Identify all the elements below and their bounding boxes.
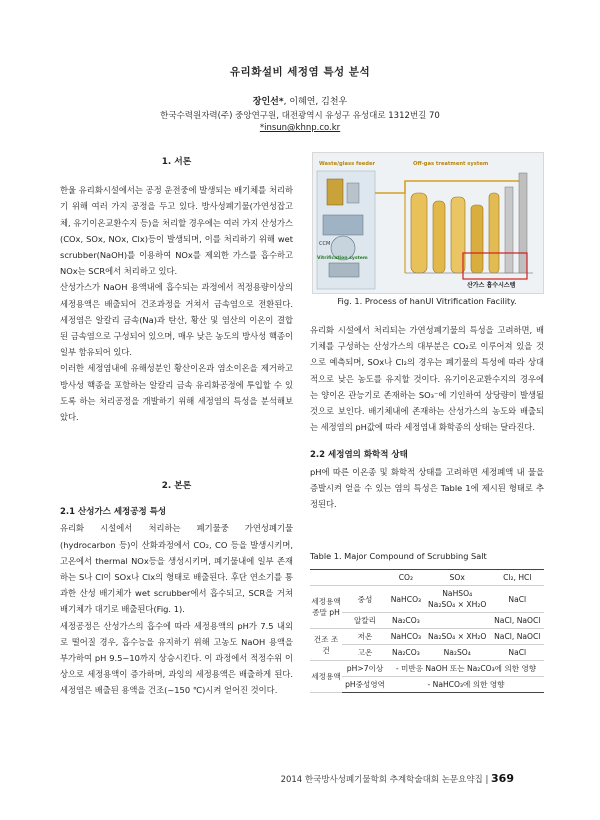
footer-text: 2014 한국방사성폐기물학회 추계학술대회 논문요약집 xyxy=(280,775,483,785)
section-heading-intro: 1. 서론 xyxy=(161,157,192,167)
header-sox: SOx xyxy=(424,570,491,586)
scrubbing-salt-table xyxy=(310,569,544,693)
cell: NaCl, NaOCl xyxy=(491,629,544,645)
subsection-heading-2-1: 2.1 산성가스 세정공정 특성 xyxy=(60,507,167,518)
intro-paragraph-2: 산성가스가 NaOH 용액내에 흡수되는 과정에서 적정용량이상의 세정용액은 배출되어 건조과정을 거쳐서 금속염으로 전환된다. 세정염은 알칼리 금속(Na)과 탄산, 황산 및 염산의 이온이 결합된 금속염으로 구성되어 있으며, 매우 낮은 농도의 방사성 핵종이 일부 함유되어 있다. xyxy=(60,282,293,358)
table-row xyxy=(310,645,544,661)
table-row xyxy=(310,661,544,677)
acid-gas-label: 산가스 흡수시스템 xyxy=(467,282,516,289)
co-authors: , 이혜연, 김천우 xyxy=(283,97,348,107)
right-paragraph-1: 유리화 시설에서 처리되는 가연성폐기물의 특성을 고려하면, 배기체를 구성하는 산성가스의 대부분은 CO₂로 이루어져 있을 것으로 예측되며, SOx나 Cl₂의 경우는 폐기물의 특성에 따라 상대적으로 낮은 농도를 유지할 것이다. 유기이온교환수지의 경우에는 양이온 관능기로 존재하는 SO₃⁻에 기인하여 상당량이 발생될 것으로 보인다. 배기체내에 존재하는 산성가스의 농도와 배출되는 세정염의 pH값에 따라 세정염내 화학종의 상태는 달라진다. xyxy=(310,325,544,433)
cell: Na₂CO₃ xyxy=(388,613,424,629)
right-column xyxy=(310,322,544,512)
offgas-label: Off-gas treatment system xyxy=(413,161,489,167)
ccm-label: CCM xyxy=(319,241,331,247)
feeder-label: Waste/glass feeder xyxy=(319,161,376,167)
right-paragraph-2: pH에 따른 이온종 및 화학적 상태를 고려하면 세정폐액 내 물을 증발시켜 얻을 수 있는 염의 특성은 Table 1에 제시된 형태로 추정된다. xyxy=(310,466,544,510)
cell xyxy=(424,613,491,629)
table-row xyxy=(310,677,544,693)
row-label-neutral: 중성 xyxy=(342,586,388,613)
subsection-heading-2-2: 2.2 세정염의 화학적 상태 xyxy=(310,450,408,461)
affiliation: 한국수력원자력(주) 중앙연구원, 대전광역시 유성구 유성대로 1312번길 70 xyxy=(160,111,440,121)
cell: Na₂SO₄ xyxy=(424,645,491,661)
left-column-body xyxy=(60,478,293,699)
cell: Na₂SO₄ × XH₂O xyxy=(424,629,491,645)
cell: NaCl xyxy=(491,586,544,613)
email-link[interactable]: *insun@khnp.co.kr xyxy=(259,123,341,133)
table-row xyxy=(310,613,544,629)
table-header-row xyxy=(310,570,544,586)
section-heading-body: 2. 본론 xyxy=(161,481,192,491)
cell: - NaHCO₃에 의한 영향 xyxy=(388,677,544,693)
cell: Na₂CO₃ xyxy=(388,645,424,661)
row-group-dry: 건조 조건 xyxy=(310,629,342,661)
row-label-phneutral: pH중성영역 xyxy=(342,677,388,693)
body-paragraph-1: 유리화 시설에서 처리하는 폐기물중 가연성폐기물(hydrocarbon 등)이 산화과정에서 CO₂, CO 등을 발생시키며, 고온에서 thermal NOx등을 생성시키며, 폐기물내에 일부 존재하는 S나 Cl이 SOx나 Clx의 형태로 배출된다. 후단 연소기를 통과한 산성 배기체가 wet scrubber에서 흡수되고, SCR을 거쳐 배기체가 대기로 배출된다(Fig. 1). xyxy=(60,523,293,615)
table-caption: Table 1. Major Compound of Scrubbing Salt xyxy=(310,551,487,561)
header-cl: Cl₂, HCl xyxy=(491,570,544,586)
intro-paragraph-3: 이러한 세정염내에 유해성분인 황산이온과 염소이온을 제거하고 방사성 핵종을 포함하는 알칼리 금속 유리화공정에 투입할 수 있도록 하는 처리공정을 개발하기 위해 세정염의 특성을 분석해보았다. xyxy=(60,363,293,423)
vitrification-label: Vitrification system xyxy=(317,256,368,261)
author-list xyxy=(0,94,600,107)
body-paragraph-2: 세정공정은 산성가스의 흡수에 따라 세정용액의 pH가 7.5 내외로 떨어질 경우, 흡수능을 유지하기 위해 고농도 NaOH 용액을 부가하여 pH 9.5~10까지 상승시킨다. 이 과정에서 적정수위 이상으로 세정용액이 증가하며, 과잉의 세정용액은 배출하게 된다. 세정염은 배출된 용액을 건조(~150 ℃)시켜 얻어진 것이다. xyxy=(60,620,293,696)
process-figure xyxy=(312,152,544,294)
email xyxy=(0,123,600,133)
lead-author: 장인선* xyxy=(252,97,284,107)
left-column xyxy=(60,154,293,425)
intro-paragraph-1: 한울 유리화시설에서는 공정 운전중에 발생되는 배기체를 처리하기 위해 여러 가지 공정을 두고 있다. 방사성폐기물(가연성잡고체, 유기이온교환수지 등)을 처리할 경우에는 여러 가지 산성가스(COx, SOx, NOx, Clx)등이 발생되며, 이를 처리하기 위해 wet scrubber(NaOH)를 이용하여 NOx를 제외한 가스를 흡수하고 NOx는 SCR에서 처리하고 있다. xyxy=(60,185,293,277)
table-row xyxy=(310,586,544,613)
row-label-high: 고온 xyxy=(342,645,388,661)
footer-separator: | xyxy=(485,775,489,785)
page-number: 369 xyxy=(491,772,514,785)
cell: NaHCO₃ xyxy=(388,629,424,645)
page-footer xyxy=(281,772,514,785)
row-group-solution: 세정용액 xyxy=(310,661,342,693)
row-label-alkali: 알칼리 xyxy=(342,613,388,629)
row-label-low: 저온 xyxy=(342,629,388,645)
header-co2: CO₂ xyxy=(388,570,424,586)
table-row xyxy=(310,629,544,645)
cell: NaCl, NaOCl xyxy=(491,613,544,629)
row-group-ph: 세정용액 종말 pH xyxy=(310,586,342,629)
cell: NaHSO₄ Na₂SO₄ × XH₂O xyxy=(424,586,491,613)
figure-caption: Fig. 1. Process of hanUl Vitrification Facility. xyxy=(337,296,517,306)
cell: NaCl xyxy=(491,645,544,661)
row-label-ph7: pH>7이상 xyxy=(342,661,388,677)
paper-title: 유리화설비 세정염 특성 분석 xyxy=(229,66,371,78)
process-diagram xyxy=(313,153,543,293)
cell: NaHCO₃ xyxy=(388,586,424,613)
cell: - 미반응 NaOH 또는 Na₂CO₃에 의한 영향 xyxy=(388,661,544,677)
